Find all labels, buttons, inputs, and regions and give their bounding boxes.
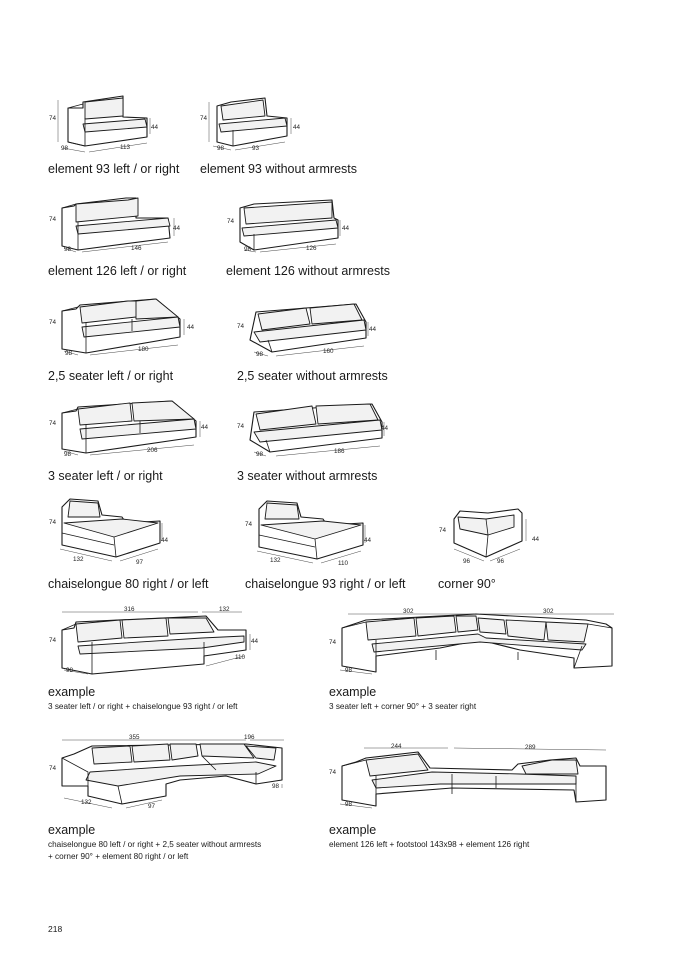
dim-height: 74	[49, 519, 57, 526]
module-caption: chaiselongue 80 right / or left	[48, 577, 209, 591]
dim-depth: 98	[64, 451, 72, 458]
dim-seat: 44	[173, 225, 181, 232]
example-drawing-1	[56, 608, 259, 678]
dim-height: 74	[49, 216, 57, 223]
example-description: element 126 left + footstool 143x98 + element 126 right	[329, 840, 530, 849]
dim-left-width: 302	[403, 608, 414, 615]
dim-width: 206	[147, 447, 158, 454]
dim-width: 113	[120, 144, 131, 151]
dim-width: 186	[334, 448, 345, 455]
sofa-drawing-3-seater-no-arms	[246, 402, 389, 458]
dim-chaise-width: 97	[148, 803, 156, 810]
dim-depth: 98	[64, 246, 72, 253]
dim-depth: 98	[256, 351, 264, 358]
dim-chaise-depth: 110	[235, 654, 246, 661]
dim-seat: 44	[201, 424, 209, 431]
dim-right-width: 289	[525, 744, 536, 751]
dim-height: 74	[237, 423, 245, 430]
module-caption: 3 seater without armrests	[237, 469, 378, 483]
module-caption: element 126 left / or right	[48, 264, 187, 278]
module-caption: element 126 without armrests	[226, 264, 390, 278]
example-title: example	[329, 685, 377, 699]
example-description: 3 seater left / or right + chaiselongue 93 right / or left	[48, 702, 238, 711]
dim-height: 74	[49, 319, 57, 326]
dim-seat: 44	[381, 425, 389, 432]
dim-depth: 98	[345, 667, 353, 674]
dim-seat: 44	[161, 537, 169, 544]
dim-total-width: 316	[124, 606, 135, 613]
dim-depth: 132	[270, 557, 281, 564]
sofa-drawing-chaiselongue-80	[56, 497, 169, 563]
dim-depth: 98	[65, 350, 73, 357]
dim-depth: 132	[73, 556, 84, 563]
example-drawing-3	[56, 736, 286, 808]
sofa-drawing-2-5-seater-left	[56, 297, 186, 357]
example-drawing-2	[336, 610, 616, 674]
module-caption: element 93 without armrests	[200, 162, 358, 176]
dim-depth: 98	[256, 451, 264, 458]
dim-seat: 44	[251, 638, 259, 645]
dim-height: 74	[49, 637, 57, 644]
example-title: example	[48, 823, 96, 837]
dim-height: 74	[439, 527, 447, 534]
example-description: 3 seater left + corner 90° + 3 seater right	[329, 702, 477, 711]
dim-width: 97	[136, 559, 144, 566]
dim-depth: 98	[244, 246, 252, 253]
dim-width: 146	[131, 245, 142, 252]
dim-height: 74	[49, 115, 57, 122]
dim-seat: 44	[369, 326, 377, 333]
dim-seat: 44	[364, 537, 372, 544]
module-caption: 2,5 seater without armrests	[237, 369, 388, 383]
dim-height: 74	[237, 323, 245, 330]
dim-width: 110	[338, 560, 349, 567]
dim-depth: 98	[61, 145, 69, 152]
example-title: example	[329, 823, 377, 837]
dim-depth: 98	[66, 667, 74, 674]
dim-seat: 44	[293, 124, 301, 131]
sofa-drawing-element-93-left	[55, 94, 160, 152]
dim-left-width: 244	[391, 743, 402, 750]
module-caption: 3 seater left / or right	[48, 469, 163, 483]
dim-width: 96	[497, 558, 505, 565]
dim-depth: 98	[272, 783, 280, 790]
module-caption: 2,5 seater left / or right	[48, 369, 174, 383]
dim-width: 160	[323, 348, 334, 355]
module-caption: chaiselongue 93 right / or left	[245, 577, 406, 591]
sofa-drawing-3-seater-left	[56, 399, 209, 457]
dim-seat: 44	[187, 324, 195, 331]
dim-height: 74	[227, 218, 235, 225]
dim-right-width: 302	[543, 608, 554, 615]
example-description-line-2: + corner 90° + element 80 right / or left	[48, 852, 189, 861]
sofa-drawing-chaiselongue-93	[253, 499, 368, 565]
example-drawing-4	[336, 744, 616, 808]
module-caption: corner 90°	[438, 577, 496, 591]
dim-depth: 98	[217, 145, 225, 152]
page-number: 218	[48, 924, 63, 934]
sofa-drawing-element-126-no-arms	[236, 198, 346, 254]
sofa-drawing-2-5-seater-no-arms	[246, 302, 371, 358]
dim-left-width: 355	[129, 734, 140, 741]
sofa-drawing-element-93-no-arms	[207, 96, 297, 152]
dim-chaise-width: 132	[219, 606, 230, 613]
module-caption: element 93 left / or right	[48, 162, 180, 176]
dim-seat: 44	[342, 225, 350, 232]
example-title: example	[48, 685, 96, 699]
dim-height: 74	[245, 521, 253, 528]
example-description-line-1: chaiselongue 80 left / or right + 2,5 seater without armrests	[48, 840, 262, 849]
dim-depth: 98	[345, 801, 353, 808]
dim-height: 74	[49, 420, 57, 427]
dim-seat: 44	[532, 536, 540, 543]
dim-height: 74	[200, 115, 208, 122]
dim-height: 74	[49, 765, 57, 772]
dim-width: 180	[138, 346, 149, 353]
dim-right-width: 196	[244, 734, 255, 741]
dim-seat: 44	[151, 124, 159, 131]
dim-height: 74	[329, 769, 337, 776]
dim-width: 126	[306, 245, 317, 252]
sofa-drawing-element-126-left	[56, 196, 181, 254]
dim-width: 93	[252, 145, 260, 152]
dim-chaise-depth: 132	[81, 799, 92, 806]
sofa-drawing-corner-90	[448, 507, 530, 563]
dim-height: 74	[329, 639, 337, 646]
dim-depth: 96	[463, 558, 471, 565]
